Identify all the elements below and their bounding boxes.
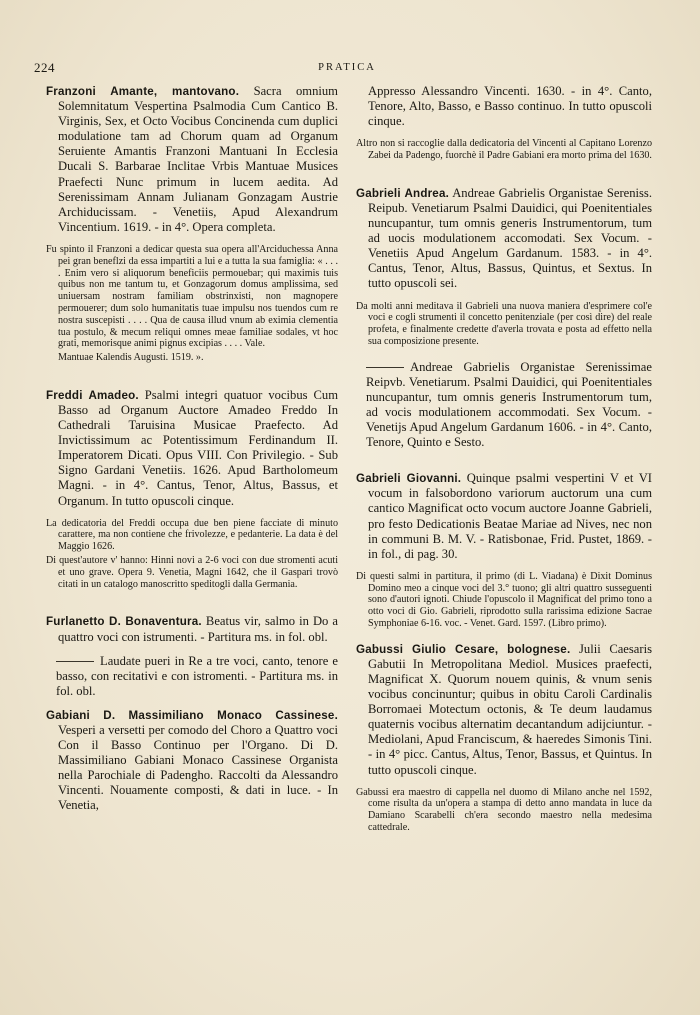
entry-author: Franzoni Amante, mantovano. xyxy=(46,85,240,98)
page-header xyxy=(34,60,660,78)
entry-gabrieli-giovanni xyxy=(356,471,652,562)
entry-body: Julii Caesaris Gabutii In Metropolitana Mediol. Musices praefecti, Magnificat X. Quorum nouem quinis, & vnum senis vocibus concinuntur; quibus in obitu Caroli Cardinalis Borromaei Motectum octonis, & Te deum laudamus quaternis vocibus alternatim decantandum adijciuntur. - Mediolani, Apud Franciscum, & haeredes Simonis Tini. - in 4° picc. Cantus, Altus, Tenor, Bassus, et Quintus. In tutto opuscoli cinque. xyxy=(368,641,652,777)
running-title: PRATICA xyxy=(318,62,376,73)
note-freddi-1: La dedicatoria del Freddi occupa due ben piene facciate di minuto carattere, ma non contiene che frivolezze, e pedanterie. La data è del Maggio 1626. xyxy=(46,517,338,553)
right-column xyxy=(356,84,652,995)
spacer xyxy=(46,602,338,614)
entry-gabussi xyxy=(356,642,652,778)
entry-body: Vesperi a versetti per comodo del Choro a Quattro voci Con il Basso Continuo per l'Organo. Di D. Massimiliano Gabiani Monaco Cassinese Organista nella Parochiale di Padengho. Raccolti da Alessandro Vincenti. Nouamente composti, & dati in luce. - In Venetia, xyxy=(58,723,338,813)
entry-body: Sacra omnium Solemnitatum Vespertina Psalmodia Cum Cantico B. Virginis, Sex, et Octo Vocibus Concinenda cum duplici modulatione tam ad Chorum quam ad Organum Seruiente Amantis Franzoni Mantuani In Ecclesia Ducali S. Barbarae Inclitae Vrbis Mantuae Musices Praefecti Nunc primum in lucem aedita. Ad Serenissimam Annam Julianam Gonzagam Austrie Archiducissam. - Venetiis, Apud Alexandrum Vincentium. 1619. - in 4°. Opera completa. xyxy=(58,84,338,234)
entry-author: Furlanetto D. Bonaventura. xyxy=(46,615,202,629)
entry-body: Andreae Gabrielis Organistae Serenissimae Reipvb. Venetiarum. Psalmi Dauidici, qui Poenitentiales nuncupantur, tum omnis generis Instrumentorum tum, ad vocis modulationem accommodati. Sex Vocum. - Venetijs Apud Angelum Gardanum 1606. - in 4°. Canto, Tenore, Quinto e Sesto. xyxy=(366,359,652,450)
entry-body: Andreae Gabrielis Organistae Sereniss. Reipub. Venetiarum Psalmi Dauidici, qui Poenitentiales nuncupantur, tum omnis generis Instrumentorum, tum ad uocis modulationem accomodati. Sex Vocum. - Venetiis Apud Angelum Gardanum. 1583. - in 4°. Cantus, Tenor, Altus, Bassus, Quintus, et Sextus. In tutto opuscoli sei. xyxy=(368,185,652,291)
note-franzoni: Fu spinto il Franzoni a dedicar questa sua opera all'Arciduchessa Anna pei gran beneflzi da essa impartiti a lui e a tutta la sua famiglia: « . . . . Enim vero si aliquorum beneficiis permouebar; qui maximis tuis quibus non me tantum tu, et Gonzagorum domus amplissima, sed uniuersam nostram familiam obstrinxisti, non magnopere permouerer; dum solo humanitatis tuae impulsu nos tuendos cum re nostra suscepisti . . . . Qua de causa illud vnum ab eximia clementia tua postulo, & mecum reliqui omnes meae familiae sodales, vt hoc grati, memorisque animi pignus excipias . . . . Vale. xyxy=(46,243,338,350)
spacer xyxy=(356,174,652,186)
note-gabiani: Altro non si raccoglie dalla dedicatoria del Vincenti al Capitano Lorenzo Zabei da Padengo, fuorchè il Padre Gabiani era morto prima del 1630. xyxy=(356,138,652,162)
entry-author: Gabussi Giulio Cesare, bolognese. xyxy=(356,642,571,656)
entry-gabrieli-andrea-sub xyxy=(356,360,652,451)
entry-author: Gabiani D. Massimiliano Monaco Cassinese. xyxy=(46,708,338,722)
entry-gabrieli-andrea xyxy=(356,186,652,292)
note-franzoni-date: Mantuae Kalendis Augusti. 1519. ». xyxy=(58,352,204,364)
entry-body: Laudate pueri in Re a tre voci, canto, tenore e basso, con recitativi e con istromenti. - Partitura ms. in fol. obl. xyxy=(56,653,338,698)
entry-body: Beatus vir, salmo in Do a quattro voci con istrumenti. - Partitura ms. in fol. obl. xyxy=(58,614,338,644)
note-freddi-2: Di quest'autore v' hanno: Hinni novi a 2-6 voci con due stromenti acuti et uno grave. Opera 9. Venetia, Magni 1642, che il Gaspari trovò citati in un catalogo manoscritto speditogli dalla Germania. xyxy=(46,555,338,590)
entry-author: Gabrieli Andrea. xyxy=(356,186,450,200)
spacer xyxy=(356,459,652,471)
entry-body: Quinque psalmi vespertini V et VI vocum in falsobordono variorum auctorum una cum cantico Magnificat octo vocum auctore Joanne Gabrieli, pro festo Dedicationis Beatae Mariae ad Nives, nec non in communi B. M. V. - Ratisbonae, Frid. Pustet, 1869. - in fol., di pag. 30. xyxy=(368,471,652,561)
entry-furlanetto-sub xyxy=(46,654,338,699)
left-column xyxy=(46,84,338,995)
entry-gabiani-continued: Appresso Alessandro Vincenti. 1630. - in 4°. Canto, Tenore, Alto, Basso, e Basso continuo. In tutto opuscoli cinque. xyxy=(368,84,652,129)
entry-freddi xyxy=(46,388,338,509)
entry-author: Gabrieli Giovanni. xyxy=(356,472,462,486)
entry-body: Psalmi integri quatuor vocibus Cum Basso ad Organum Auctore Amadeo Freddo In Cathedrali Taruisina Musicae Praefecto. Ad Invictissimum ac Potentissimum Ferdinandum II. Imperatorem Dicati. Opus VIII. Con Privilegio. - Sub Signo Gardani Venetiis. 1626. Apud Bartholomeum Magni. - in 4°. Cantus, Tenor, Altus, Bassus, et Organum. In tutto opuscoli cinque. xyxy=(58,387,338,508)
entry-author: Freddi Amadeo. xyxy=(46,388,139,402)
entry-furlanetto xyxy=(46,614,338,644)
spacer xyxy=(46,376,338,388)
separator-dash xyxy=(366,367,404,368)
page-number: 224 xyxy=(34,60,55,75)
note-gabussi: Gabussi era maestro di cappella nel duomo di Milano anche nel 1592, come risulta da un'opera a stampa di detto anno mandata in luce da Damiano Scarabelli ch'era secondo maestro nella medesima cattedrale. xyxy=(356,786,652,834)
separator-dash xyxy=(56,661,94,662)
entry-gabiani xyxy=(46,708,338,814)
entry-franzoni xyxy=(46,84,338,235)
note-gabrieli-giovanni: Di questi salmi in partitura, il primo (di L. Viadana) è Dixit Dominus Domino meo a cinque voci del 3.° tuono; gli altri quattro susseguenti sono d'autori ignoti. Chiude l'opuscolo il Magnificat del primo tono a otto voci di Gio. Gabrieli, riprodotto sulla rarissima edizione Sacrae Symphoniae 6-16. voc. - Venet. Gard. 1597. (Libro primo). xyxy=(356,570,652,630)
note-gabrieli-andrea: Da molti anni meditava il Gabrieli una nuova maniera d'esprimere col'e voci e cogli strumenti il concetto penitenziale (per così dire) del reale profeta, e finalmente credette d'averla trovata e posta ad effetto nella sua composizione presente. xyxy=(356,300,652,347)
